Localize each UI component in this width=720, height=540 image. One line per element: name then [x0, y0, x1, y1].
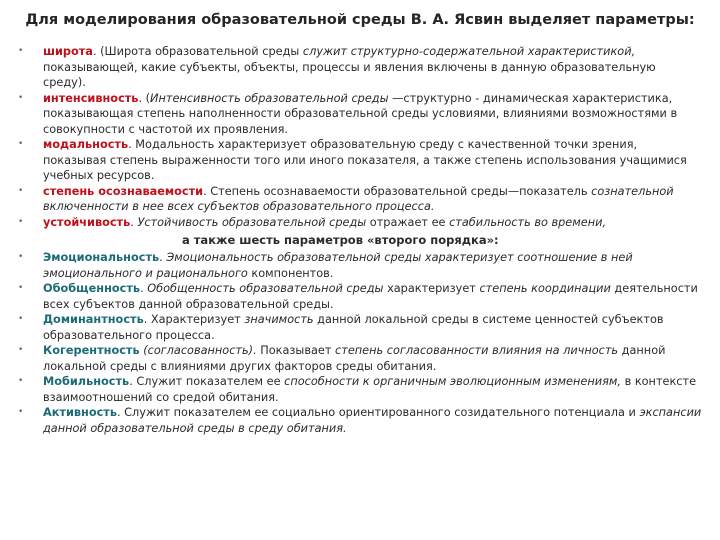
- italic-part: служит структурно-содержательной характеристикой,: [302, 45, 636, 58]
- italic-part: Обобщенность образовательной среды: [147, 282, 384, 295]
- text-part: . (: [138, 91, 151, 105]
- item-text: [43, 374, 702, 405]
- term: интенсивность: [43, 91, 139, 105]
- bullet-icon: •: [18, 345, 24, 355]
- list-item: [18, 405, 702, 436]
- text-part: отражает ее: [366, 215, 450, 229]
- text-part: .: [130, 215, 138, 229]
- bullet-icon: •: [18, 46, 24, 56]
- list-item: [18, 44, 702, 91]
- bullet-icon: •: [18, 139, 24, 149]
- item-text: [43, 184, 702, 215]
- text-part: . Модальность характеризует образовательную среду с качественной точки зрения, показывая степень выраженности того или иного показателя, а также степень использования учащимися учебных ресурсов.: [43, 138, 687, 182]
- text-part: . Служит показателем ее социально ориентированного созидательного потенциала и: [116, 406, 640, 419]
- text-part: деятельности всех субъектов данной образовательной среды.: [43, 282, 698, 311]
- italic-part: (согласованность).: [143, 344, 257, 357]
- italic-part: значимость: [244, 313, 314, 326]
- italic-part: способности к органичным эволюционным изменениям,: [284, 375, 621, 388]
- item-text: [43, 281, 702, 312]
- text-part: показывающей, какие субъекты, объекты, процессы и явления включены в данную образовательную среду).: [43, 60, 656, 89]
- italic-part: экспансии данной образовательной среды в среду обитания.: [43, 406, 702, 435]
- list-item: [18, 312, 702, 343]
- text-part: —структурно - динамическая характеристика, показывающая степень наполненности образовательной среды условиями, влияниями возможностями в совокупности с частотой их проявления.: [43, 91, 678, 136]
- list-item: [18, 215, 702, 231]
- bullet-icon: •: [18, 283, 24, 293]
- term: Мобильность: [43, 375, 130, 388]
- bullet-icon: •: [18, 376, 24, 386]
- text-part: в контексте взаимоотношений со средой обитания.: [43, 375, 697, 404]
- text-part: .: [159, 251, 167, 264]
- item-text: [43, 405, 702, 436]
- text-part: данной локальной среды с влияниями других факторов среды обитания.: [43, 344, 666, 373]
- item-text: [43, 312, 702, 343]
- item-text: [43, 44, 702, 91]
- bullet-icon: •: [18, 216, 24, 227]
- term: устойчивость: [43, 215, 131, 229]
- list-item: [18, 184, 702, 215]
- term: Активность: [43, 406, 117, 419]
- term: Эмоциональность: [43, 251, 160, 264]
- bullet-icon: •: [18, 185, 24, 196]
- item-text: [43, 137, 702, 184]
- term: Доминантность: [43, 313, 144, 326]
- italic-part: Эмоциональность образовательной среды характеризует соотношение в ней эмоционального и рационального: [43, 251, 633, 280]
- item-text: [43, 91, 702, 138]
- item-text: [43, 343, 702, 374]
- text-part: . Характеризует: [143, 313, 245, 326]
- term: степень осознаваемости: [43, 184, 204, 198]
- italic-part: сознательной включенности в нее всех субъектов образовательного процесса.: [43, 184, 674, 213]
- text-part: . (Широта образовательной среды: [92, 45, 303, 58]
- list-item: [18, 137, 702, 184]
- item-text: [43, 215, 702, 231]
- text-part: характеризует: [383, 282, 480, 295]
- italic-part: стабильность во времени,: [449, 215, 607, 229]
- second-order-heading: а также шесть параметров «второго порядка»:: [182, 233, 499, 247]
- term: Когерентность: [43, 344, 140, 357]
- text-part: Показывает: [256, 344, 336, 357]
- list-item: [18, 250, 702, 281]
- list-item: [18, 343, 702, 374]
- bullet-icon: •: [18, 407, 24, 417]
- italic-part: Устойчивость образовательной среды: [137, 215, 367, 229]
- italic-part: степень согласованности влияния на личность: [335, 344, 619, 357]
- term: модальность: [43, 138, 129, 151]
- term: широта: [43, 45, 93, 58]
- text-part: . Степень осознаваемости образовательной среды—показатель: [203, 184, 592, 198]
- text-part: данной локальной среды в системе ценностей субъектов образовательного процесса.: [43, 313, 664, 342]
- bullet-icon: •: [18, 92, 24, 103]
- text-part: .: [140, 282, 148, 295]
- bullet-icon: •: [18, 252, 24, 262]
- bullet-icon: •: [18, 314, 24, 324]
- parameter-list: [18, 44, 702, 436]
- italic-part: степень координации: [479, 282, 611, 295]
- slide-title: Для моделирования образовательной среды В. А. Ясвин выделяет параметры:: [25, 12, 695, 28]
- italic-part: Интенсивность образовательной среды: [150, 91, 389, 105]
- list-item: [18, 281, 702, 312]
- text-part: компонентов.: [247, 266, 334, 280]
- item-text: [43, 250, 702, 281]
- list-item: [18, 91, 702, 138]
- term: Обобщенность: [43, 282, 141, 295]
- text-part: . Служит показателем ее: [129, 375, 285, 388]
- list-item: [18, 374, 702, 405]
